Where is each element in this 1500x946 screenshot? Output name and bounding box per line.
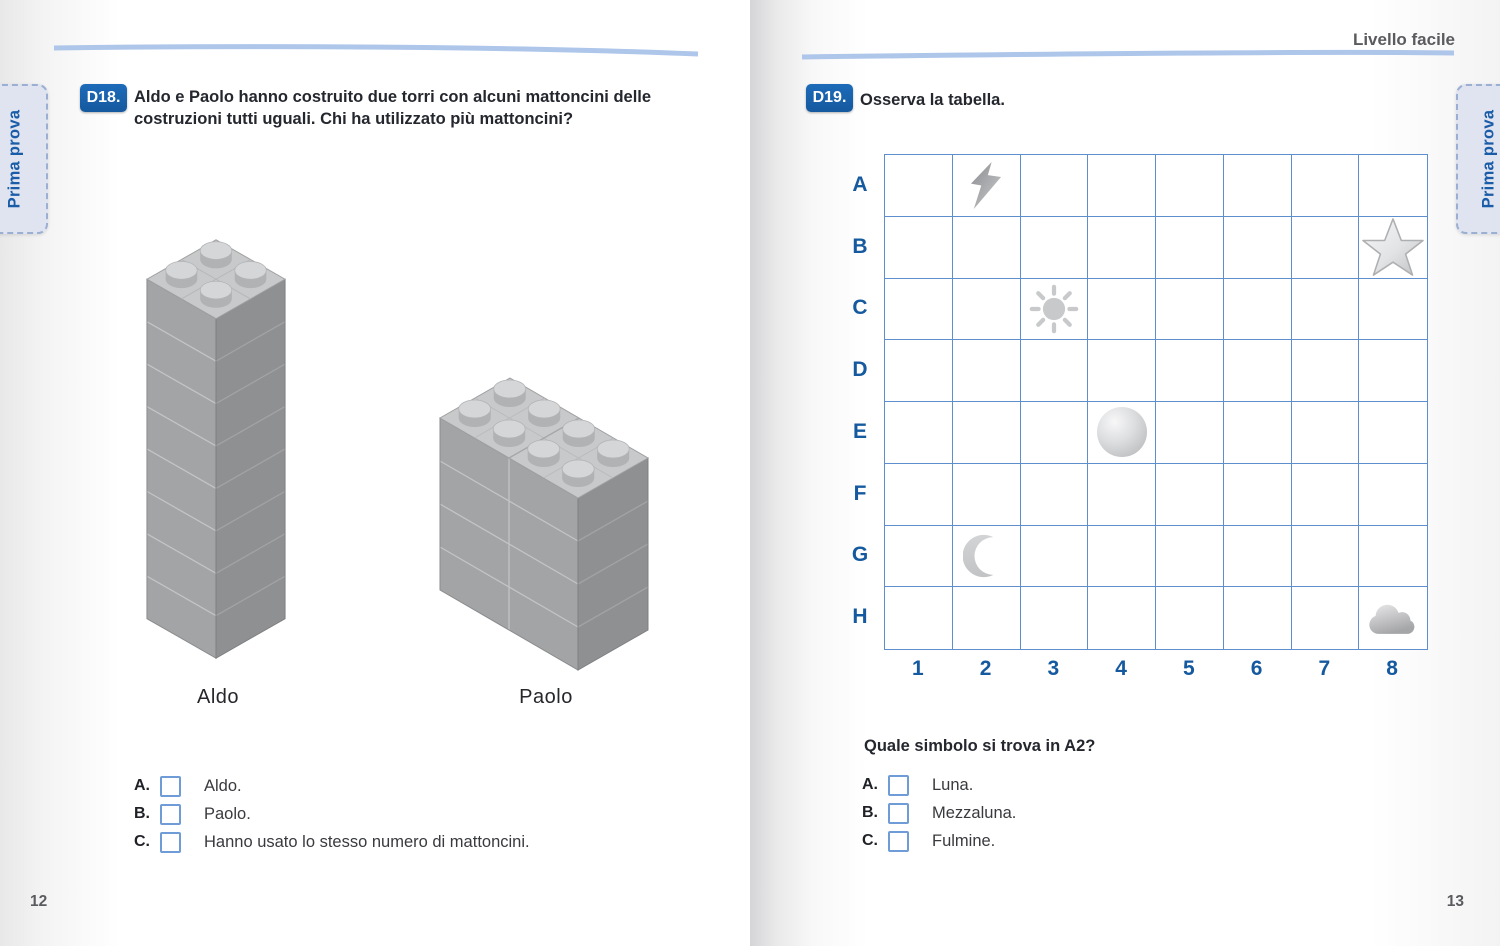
d19-option-a xyxy=(862,774,973,796)
option-text: Aldo. xyxy=(204,776,242,795)
grid-cell-B5 xyxy=(1156,217,1224,279)
grid-cell-E1 xyxy=(885,402,953,464)
side-tab-prima-prova-right xyxy=(1456,84,1500,234)
grid-cell-A3 xyxy=(1021,155,1089,217)
question-line-2: costruzioni tutti uguali. Chi ha utilizzato più mattoncini? xyxy=(134,109,574,128)
d19-option-a-checkbox[interactable] xyxy=(888,775,909,796)
grid-cell-D4 xyxy=(1088,340,1156,402)
grid-cell-H1 xyxy=(885,587,953,649)
option-letter: A. xyxy=(862,776,878,793)
grid-cell-D1 xyxy=(885,340,953,402)
grid-row-label-D: D xyxy=(852,358,868,382)
grid-cell-C4 xyxy=(1088,279,1156,341)
grid-cell-E2 xyxy=(953,402,1021,464)
aldo-tower-label: Aldo xyxy=(196,686,240,708)
grid-cell-A6 xyxy=(1224,155,1292,217)
question-text-d19 xyxy=(860,90,1005,112)
page-number-left: 12 xyxy=(30,893,48,910)
grid-cell-F2 xyxy=(953,464,1021,526)
grid-cell-H4 xyxy=(1088,587,1156,649)
grid-cell-F1 xyxy=(885,464,953,526)
grid-cell-C8 xyxy=(1359,279,1427,341)
grid-col-labels xyxy=(884,655,1426,683)
paolo-tower-illustration xyxy=(436,372,656,674)
sphere-icon xyxy=(1096,406,1148,458)
side-tab-label: Prima prova xyxy=(5,109,24,209)
grid-col-label-1: 1 xyxy=(912,657,924,680)
grid-cell-D8 xyxy=(1359,340,1427,402)
grid-cell-B2 xyxy=(953,217,1021,279)
header-line-right xyxy=(800,46,1458,62)
grid-cell-C2 xyxy=(953,279,1021,341)
grid-cell-G7 xyxy=(1292,526,1360,588)
grid-cell-H7 xyxy=(1292,587,1360,649)
grid-cell-H8 xyxy=(1359,587,1427,649)
option-letter: B. xyxy=(862,804,878,821)
grid-col-label-7: 7 xyxy=(1318,657,1331,680)
grid-row-label-H: H xyxy=(852,605,868,629)
grid-row-label-F: F xyxy=(853,481,867,505)
grid-cell-A8 xyxy=(1359,155,1427,217)
grid-cell-D7 xyxy=(1292,340,1360,402)
grid-cell-D6 xyxy=(1224,340,1292,402)
grid-cell-G6 xyxy=(1224,526,1292,588)
grid-cell-D2 xyxy=(953,340,1021,402)
option-text: Paolo. xyxy=(204,804,251,823)
grid-cell-A4 xyxy=(1088,155,1156,217)
d18-option-b-checkbox[interactable] xyxy=(160,804,181,825)
question-line-1: Osserva la tabella. xyxy=(860,91,1005,109)
grid-cell-F4 xyxy=(1088,464,1156,526)
grid-col-label-5: 5 xyxy=(1183,657,1195,680)
paolo-tower-label: Paolo xyxy=(519,686,573,708)
d19-option-c-checkbox[interactable] xyxy=(888,831,909,852)
option-text: Hanno usato lo stesso numero di mattoncini. xyxy=(204,832,530,851)
grid-cell-G4 xyxy=(1088,526,1156,588)
grid-cell-B8 xyxy=(1359,217,1427,279)
grid-row-label-G: G xyxy=(851,543,869,567)
sun-icon xyxy=(1027,282,1081,336)
question-number-badge-d19 xyxy=(806,84,853,112)
grid-cell-A1 xyxy=(885,155,953,217)
grid-cell-G8 xyxy=(1359,526,1427,588)
grid-cell-F7 xyxy=(1292,464,1360,526)
grid-cell-C7 xyxy=(1292,279,1360,341)
grid-cell-A5 xyxy=(1156,155,1224,217)
grid-cell-E6 xyxy=(1224,402,1292,464)
grid-cell-H5 xyxy=(1156,587,1224,649)
grid-cell-H3 xyxy=(1021,587,1089,649)
grid-cell-E5 xyxy=(1156,402,1224,464)
grid-col-label-8: 8 xyxy=(1386,657,1398,680)
option-letter: C. xyxy=(862,832,878,849)
header-line-left xyxy=(52,42,700,58)
grid-cell-E4 xyxy=(1088,402,1156,464)
grid-cell-B1 xyxy=(885,217,953,279)
level-label: Livello facile xyxy=(1352,30,1455,49)
d18-option-c xyxy=(134,831,530,853)
side-tab-label: Prima prova xyxy=(1479,109,1498,209)
grid-cell-D5 xyxy=(1156,340,1224,402)
grid-cell-F5 xyxy=(1156,464,1224,526)
cloud-icon xyxy=(1366,601,1420,635)
grid-col-label-3: 3 xyxy=(1047,657,1060,680)
grid-row-label-E: E xyxy=(852,419,867,443)
grid-cell-F3 xyxy=(1021,464,1089,526)
d18-option-c-checkbox[interactable] xyxy=(160,832,181,853)
question-number-badge-d18 xyxy=(80,84,127,112)
grid-cell-H2 xyxy=(953,587,1021,649)
grid-row-label-A: A xyxy=(852,172,868,196)
d19-option-c xyxy=(862,830,995,852)
grid-cell-B7 xyxy=(1292,217,1360,279)
option-letter: C. xyxy=(134,833,150,850)
side-tab-prima-prova-left xyxy=(0,84,48,234)
grid-col-label-2: 2 xyxy=(979,657,992,680)
grid-row-label-C: C xyxy=(852,296,868,320)
lightning-icon xyxy=(969,162,1003,209)
crescent-moon-icon xyxy=(963,531,1009,581)
d18-option-a-checkbox[interactable] xyxy=(160,776,181,797)
grid-cell-G5 xyxy=(1156,526,1224,588)
grid-cell-C1 xyxy=(885,279,953,341)
grid-cell-F6 xyxy=(1224,464,1292,526)
grid-cell-C5 xyxy=(1156,279,1224,341)
grid-cell-B3 xyxy=(1021,217,1089,279)
page-number-right: 13 xyxy=(1446,893,1464,910)
grid-cell-B4 xyxy=(1088,217,1156,279)
grid-cell-C6 xyxy=(1224,279,1292,341)
grid-cell-H6 xyxy=(1224,587,1292,649)
question-text-d18 xyxy=(134,87,694,130)
grid-row-labels xyxy=(844,154,876,648)
question-number-text: D19. xyxy=(812,89,847,106)
grid-cell-E3 xyxy=(1021,402,1089,464)
grid-col-label-4: 4 xyxy=(1115,657,1127,680)
option-text: Mezzaluna. xyxy=(932,803,1017,822)
grid-col-label-6: 6 xyxy=(1250,657,1263,680)
grid-cell-E7 xyxy=(1292,402,1360,464)
option-text: Fulmine. xyxy=(932,831,996,850)
aldo-tower-illustration xyxy=(142,226,290,664)
grid-cell-D3 xyxy=(1021,340,1089,402)
grid-cell-B6 xyxy=(1224,217,1292,279)
star-icon xyxy=(1362,217,1424,277)
grid-cell-G3 xyxy=(1021,526,1089,588)
grid-cell-C3 xyxy=(1021,279,1089,341)
option-text: Luna. xyxy=(932,775,974,794)
option-letter: A. xyxy=(134,777,150,794)
d19-option-b-checkbox[interactable] xyxy=(888,803,909,824)
sub-question-text: Quale simbolo si trova in A2? xyxy=(864,737,1096,755)
question-number-text: D18. xyxy=(86,89,121,106)
sub-question-a2 xyxy=(864,736,1095,758)
option-letter: B. xyxy=(134,805,150,822)
d18-option-b xyxy=(134,803,251,825)
question-line-1: Aldo e Paolo hanno costruito due torri con alcuni mattoncini delle xyxy=(134,88,652,106)
d19-option-b xyxy=(862,802,1016,824)
d18-option-a xyxy=(134,775,242,797)
grid-cell-E8 xyxy=(1359,402,1427,464)
grid-row-label-B: B xyxy=(852,234,868,258)
grid-cell-F8 xyxy=(1359,464,1427,526)
symbol-grid xyxy=(884,154,1428,650)
grid-cell-G1 xyxy=(885,526,953,588)
grid-cell-A7 xyxy=(1292,155,1360,217)
grid-cell-A2 xyxy=(953,155,1021,217)
grid-cell-G2 xyxy=(953,526,1021,588)
